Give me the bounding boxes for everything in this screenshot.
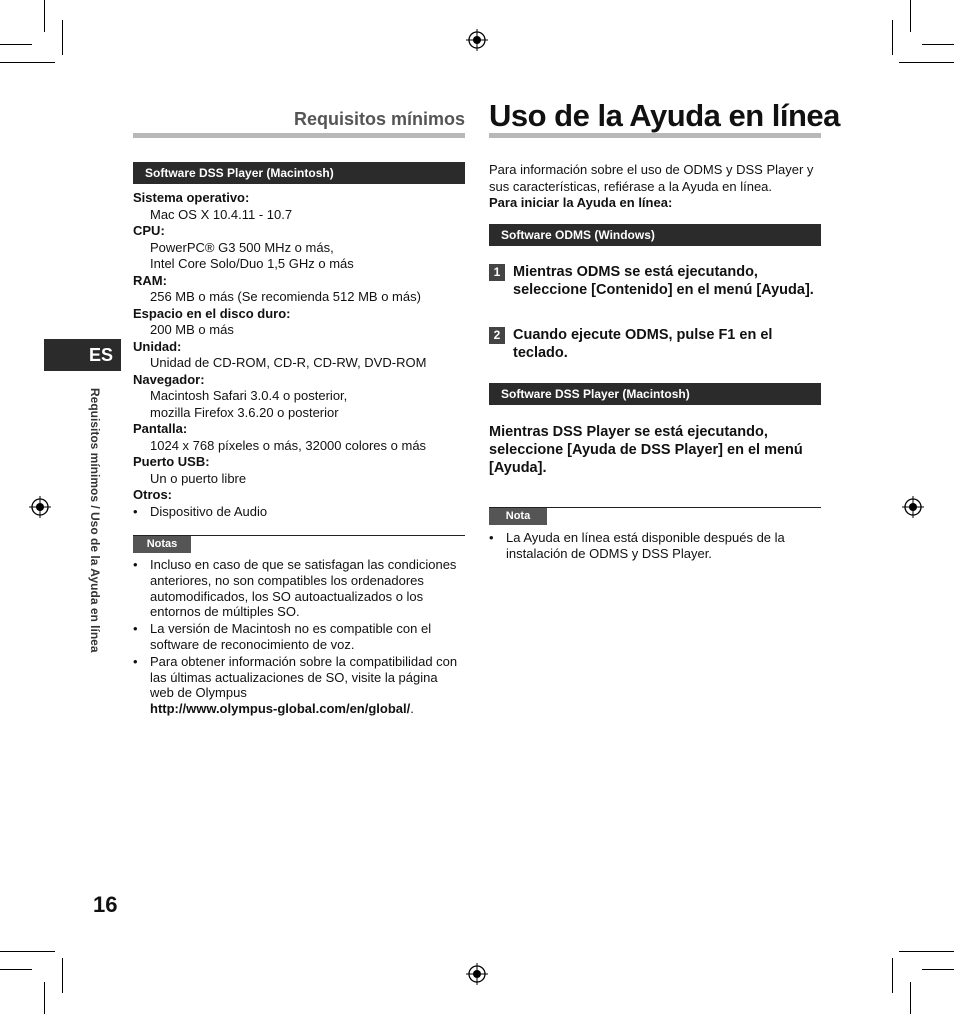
crop-mark (44, 982, 45, 1014)
spec-value: 200 MB o más (150, 322, 234, 337)
crop-mark (910, 982, 911, 1014)
intro-bold: Para iniciar la Ayuda en línea: (489, 195, 673, 210)
spec-label: Unidad: (133, 338, 182, 354)
list-item (133, 654, 465, 717)
step-text: Mientras ODMS se está ejecutando, seleccione [Contenido] en el menú [Ayuda]. (513, 264, 814, 298)
spec-value: Un o puerto libre (150, 470, 247, 486)
registration-mark-icon (29, 496, 51, 518)
spec-label: CPU: (133, 223, 165, 238)
spec-label: Pantalla: (133, 421, 188, 436)
crop-mark (62, 20, 63, 55)
note-text-suffix: . (410, 701, 414, 717)
requirements-list (133, 190, 465, 520)
crop-mark (0, 62, 55, 63)
note-list (489, 530, 821, 562)
step-2 (489, 326, 821, 362)
spec-label: Navegador: (133, 371, 205, 387)
spec-label: RAM: (133, 272, 167, 288)
registration-mark-icon (466, 29, 488, 51)
crop-mark (0, 969, 32, 970)
page-title: Uso de la Ayuda en línea (489, 98, 840, 133)
crop-mark (922, 969, 954, 970)
spec-label: Sistema operativo: (133, 190, 250, 205)
list-item: • La versión de Macintosh no es compatible con el software de reconocimiento de voz. (133, 621, 465, 653)
step-text: Cuando ejecute ODMS, pulse F1 en el teclado. (513, 327, 773, 361)
list-item: • Incluso en caso de que se satisfagan las condiciones anteriores, no son compatibles los ordenadores automodificados, los SO autoactualizados o los entornos de múltiples SO. (133, 557, 465, 620)
notes-tab: Notas (133, 536, 191, 553)
spec-label: Puerto USB: (133, 454, 210, 469)
note-text: Para obtener información sobre la compatibilidad con las últimas actualizaciones de SO, visite la página web de Olympus (150, 653, 458, 701)
crop-mark (899, 62, 954, 63)
spec-bullets (133, 504, 465, 521)
section-bar-dss-mac: Software DSS Player (Macintosh) (133, 162, 465, 184)
olympus-url-link[interactable]: http://www.olympus-global.com/en/global/ (150, 701, 411, 717)
notes-list (133, 557, 465, 718)
spec-value: Macintosh Safari 3.0.4 o posterior, (150, 388, 348, 403)
crop-mark (910, 0, 911, 32)
heading-rule (133, 133, 465, 138)
crop-mark (892, 20, 893, 55)
spec-label: Espacio en el disco duro: (133, 305, 291, 321)
section-bar-dss-mac-right: Software DSS Player (Macintosh) (489, 383, 821, 405)
intro-text: Para información sobre el uso de ODMS y DSS Player y sus características, refiérase a la Ayuda en línea. (489, 162, 814, 194)
language-tab: ES (44, 339, 121, 371)
crop-mark (0, 44, 32, 45)
title-rule (489, 133, 821, 138)
crop-mark (899, 951, 954, 952)
spec-value: 256 MB o más (Se recomienda 512 MB o más) (150, 289, 421, 304)
crop-mark (62, 958, 63, 993)
mac-instruction: Mientras DSS Player se está ejecutando, seleccione [Ayuda de DSS Player] en el menú [Ayuda]. (489, 424, 803, 476)
list-item: • Dispositivo de Audio (133, 504, 465, 521)
registration-mark-icon (466, 963, 488, 985)
crop-mark (0, 951, 55, 952)
vertical-running-title: Requisitos mínimos / Uso de la Ayuda en línea (88, 388, 102, 653)
list-item: • La Ayuda en línea está disponible después de la instalación de ODMS y DSS Player. (489, 530, 821, 562)
step-number: 1 (489, 264, 505, 281)
spec-value: Intel Core Solo/Duo 1,5 GHz o más (150, 256, 354, 271)
step-1 (489, 263, 821, 299)
spec-value: Unidad de CD-ROM, CD-R, CD-RW, DVD-ROM (150, 355, 427, 370)
spec-value: PowerPC® G3 500 MHz o más, (150, 239, 334, 255)
section-heading-requirements: Requisitos mínimos (293, 109, 465, 129)
crop-mark (922, 44, 954, 45)
spec-value: Mac OS X 10.4.11 - 10.7 (150, 206, 293, 222)
step-number: 2 (489, 327, 505, 344)
spec-label: Otros: (133, 487, 172, 502)
intro-paragraph (489, 162, 821, 212)
spec-value: mozilla Firefox 3.6.20 o posterior (150, 404, 339, 420)
page-number: 16 (93, 892, 118, 917)
section-bar-odms-windows: Software ODMS (Windows) (489, 224, 821, 246)
spec-value: 1024 x 768 píxeles o más, 32000 colores o más (150, 437, 427, 453)
note-tab: Nota (489, 508, 547, 525)
crop-mark (44, 0, 45, 32)
registration-mark-icon (902, 496, 924, 518)
crop-mark (892, 958, 893, 993)
